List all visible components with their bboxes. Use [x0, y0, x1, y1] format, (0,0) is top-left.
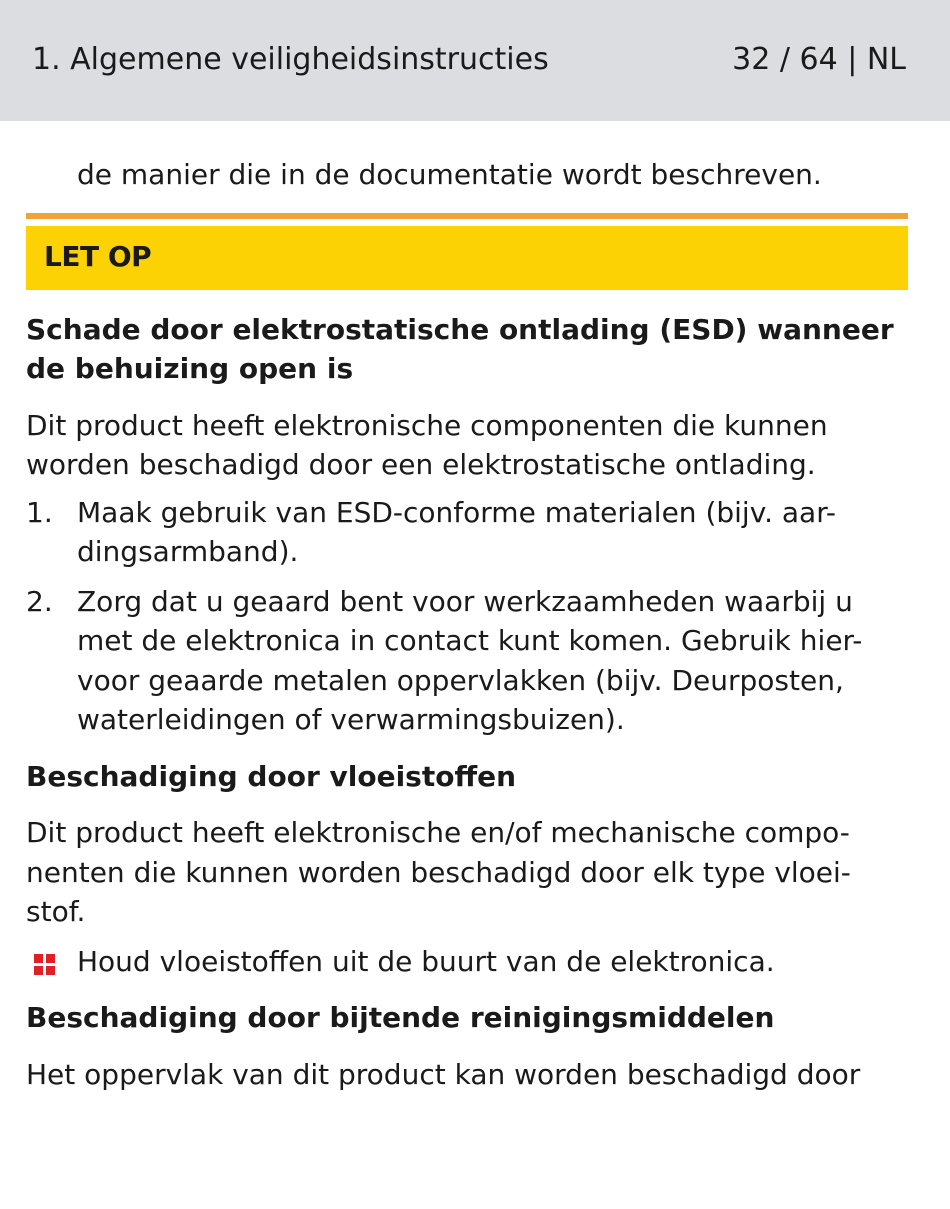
cleaners-heading: Beschadiging door bijtende reinigingsmiddelen: [26, 1001, 775, 1034]
notice-box: [26, 226, 908, 290]
liquids-heading: Beschadiging door vloeistoffen: [26, 759, 517, 793]
step-number: 1.: [26, 495, 53, 529]
notice-divider: [26, 213, 908, 219]
esd-paragraph: Dit product heeft elektronische componenten die kunnen worden beschadigd door een elektrostatische ontlading.: [26, 408, 828, 481]
red-square-bullet-icon: [34, 954, 55, 975]
bullet-text: Houd vloeistoffen uit de buurt van de elektronica.: [77, 944, 775, 978]
step-text: Maak gebruik van ESD-conforme materialen (bijv. aar-dingsarmband).: [77, 495, 837, 568]
liquids-paragraph: Dit product heeft elektronische en/of mechanische compo-nenten die kunnen worden beschadigd door elk type vloei-stof.: [26, 816, 851, 928]
page-indicator: 32 / 64 | NL: [732, 42, 906, 77]
step-text: Zorg dat u geaard bent voor werkzaamheden waarbij u met de elektronica in contact kunt komen. Gebruik hier-voor geaarde metalen oppervlakken (bijv. Deurposten, waterleidingen of verwarmingsbuizen).: [77, 584, 863, 736]
document-body: [26, 121, 908, 1094]
notice-label: LET OP: [44, 239, 152, 273]
esd-step-1: [26, 493, 908, 572]
esd-step-2: [26, 582, 908, 740]
esd-heading: Schade door elektrostatische ontlading (ESD) wanneer de behuizing open is: [26, 312, 894, 385]
lead-text: de manier die in de documentatie wordt beschreven.: [77, 158, 822, 191]
page-header: [0, 0, 950, 121]
section-title: 1. Algemene veiligheidsinstructies: [32, 42, 549, 77]
step-number: 2.: [26, 584, 53, 618]
liquids-bullet: [26, 942, 908, 982]
cleaners-paragraph: Het oppervlak van dit product kan worden beschadigd door: [26, 1057, 861, 1091]
